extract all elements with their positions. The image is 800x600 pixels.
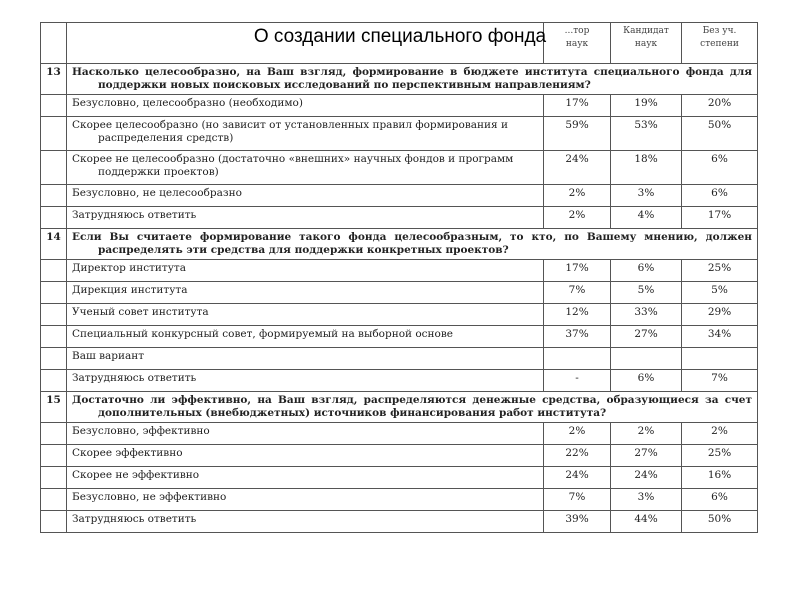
answer-value-1: 24% xyxy=(611,467,682,489)
answer-blank-num xyxy=(41,282,67,304)
answer-value-2: 6% xyxy=(682,151,758,185)
question-number: 15 xyxy=(41,392,67,423)
answer-value-1: 19% xyxy=(611,95,682,117)
answer-label-text: Безусловно, не эффективно xyxy=(72,491,227,503)
answer-value-2: 25% xyxy=(682,260,758,282)
answer-label-text: Директор института xyxy=(72,262,186,274)
answer-blank-num xyxy=(41,185,67,207)
question-row xyxy=(41,392,758,423)
question-text-content: Достаточно ли эффективно, на Ваш взгляд, распределяются денежные средства, образующиеся за счет дополнительных (внебюджетных) источников финансирования работ института? xyxy=(72,394,752,419)
header-blank-num xyxy=(41,23,67,64)
answer-label xyxy=(67,304,544,326)
answer-blank-num xyxy=(41,260,67,282)
answer-label xyxy=(67,185,544,207)
answer-label xyxy=(67,326,544,348)
answer-value-1: 3% xyxy=(611,185,682,207)
answer-value-1: 27% xyxy=(611,326,682,348)
question-text xyxy=(67,229,758,260)
answer-value-2: 17% xyxy=(682,207,758,229)
survey-table xyxy=(40,22,758,533)
answer-label-text: Затрудняюсь ответить xyxy=(72,372,197,384)
answer-label xyxy=(67,489,544,511)
column-header-0: ...тор наук xyxy=(544,23,611,64)
answer-value-1: 4% xyxy=(611,207,682,229)
answer-row xyxy=(41,326,758,348)
answer-value-1: 33% xyxy=(611,304,682,326)
answer-value-2: 50% xyxy=(682,117,758,151)
answer-blank-num xyxy=(41,445,67,467)
answer-row xyxy=(41,260,758,282)
column-header-2: Без уч. степени xyxy=(682,23,758,64)
answer-value-1: 6% xyxy=(611,370,682,392)
answer-value-2: 50% xyxy=(682,511,758,533)
question-text-content: Если Вы считаете формирование такого фонда целесообразным, то кто, по Вашему мнению, должен распределять эти средства для поддержки конкретных проектов? xyxy=(72,231,752,256)
answer-value-0: 7% xyxy=(544,282,611,304)
answer-value-1: 6% xyxy=(611,260,682,282)
answer-blank-num xyxy=(41,467,67,489)
answer-row xyxy=(41,445,758,467)
answer-blank-num xyxy=(41,511,67,533)
answer-row xyxy=(41,207,758,229)
answer-row xyxy=(41,304,758,326)
answer-value-0: 37% xyxy=(544,326,611,348)
answer-value-0: 2% xyxy=(544,207,611,229)
answer-blank-num xyxy=(41,489,67,511)
answer-value-0: 7% xyxy=(544,489,611,511)
answer-row xyxy=(41,185,758,207)
answer-label xyxy=(67,207,544,229)
question-text xyxy=(67,392,758,423)
answer-value-2: 16% xyxy=(682,467,758,489)
answer-value-2: 7% xyxy=(682,370,758,392)
answer-blank-num xyxy=(41,207,67,229)
answer-label-text: Безусловно, целесообразно (необходимо) xyxy=(72,97,303,109)
answer-label xyxy=(67,348,544,370)
answer-value-2: 25% xyxy=(682,445,758,467)
answer-label-text: Скорее целесообразно (но зависит от установленных правил формирования и распределения средств) xyxy=(72,119,508,144)
answer-row xyxy=(41,423,758,445)
answer-blank-num xyxy=(41,423,67,445)
column-header-1: Кандидат наук xyxy=(611,23,682,64)
answer-value-2: 29% xyxy=(682,304,758,326)
answer-blank-num xyxy=(41,348,67,370)
answer-value-2: 2% xyxy=(682,423,758,445)
question-number: 14 xyxy=(41,229,67,260)
answer-label xyxy=(67,117,544,151)
answer-row xyxy=(41,370,758,392)
answer-value-1: 3% xyxy=(611,489,682,511)
question-row xyxy=(41,229,758,260)
answer-label xyxy=(67,511,544,533)
answer-row xyxy=(41,151,758,185)
answer-label-text: Специальный конкурсный совет, формируемый на выборной основе xyxy=(72,328,453,340)
answer-value-1: 5% xyxy=(611,282,682,304)
answer-label-text: Ученый совет института xyxy=(72,306,209,318)
answer-value-2: 6% xyxy=(682,489,758,511)
answer-value-2: 5% xyxy=(682,282,758,304)
answer-row xyxy=(41,348,758,370)
answer-value-2: 20% xyxy=(682,95,758,117)
answer-value-0: - xyxy=(544,370,611,392)
question-row xyxy=(41,64,758,95)
answer-label-text: Затрудняюсь ответить xyxy=(72,513,197,525)
answer-value-1: 18% xyxy=(611,151,682,185)
answer-value-1: 44% xyxy=(611,511,682,533)
answer-value-1: 53% xyxy=(611,117,682,151)
answer-value-0: 39% xyxy=(544,511,611,533)
answer-label-text: Скорее эффективно xyxy=(72,447,183,459)
answer-blank-num xyxy=(41,304,67,326)
answer-value-0 xyxy=(544,348,611,370)
answer-value-0: 2% xyxy=(544,423,611,445)
answer-label xyxy=(67,151,544,185)
answer-blank-num xyxy=(41,95,67,117)
slide-title: О создании специального фонда xyxy=(253,26,547,47)
answer-blank-num xyxy=(41,326,67,348)
answer-value-0: 22% xyxy=(544,445,611,467)
answer-label-text: Затрудняюсь ответить xyxy=(72,209,197,221)
question-number: 13 xyxy=(41,64,67,95)
answer-value-0: 17% xyxy=(544,260,611,282)
answer-row xyxy=(41,282,758,304)
answer-row xyxy=(41,95,758,117)
answer-value-0: 59% xyxy=(544,117,611,151)
answer-value-2: 6% xyxy=(682,185,758,207)
answer-row xyxy=(41,117,758,151)
answer-value-1 xyxy=(611,348,682,370)
answer-label-text: Ваш вариант xyxy=(72,350,145,362)
answer-label-text: Скорее не эффективно xyxy=(72,469,200,481)
answer-value-0: 12% xyxy=(544,304,611,326)
answer-label xyxy=(67,260,544,282)
answer-label-text: Безусловно, эффективно xyxy=(72,425,210,437)
answer-label-text: Безусловно, не целесообразно xyxy=(72,187,242,199)
question-text-content: Насколько целесообразно, на Ваш взгляд, формирование в бюджете института специального фонда для поддержки новых поисковых исследований по перспективным направлениям? xyxy=(72,66,752,91)
answer-label xyxy=(67,445,544,467)
answer-label-text: Дирекция института xyxy=(72,284,188,296)
answer-value-0: 2% xyxy=(544,185,611,207)
answer-value-1: 27% xyxy=(611,445,682,467)
answer-label xyxy=(67,423,544,445)
question-text xyxy=(67,64,758,95)
answer-row xyxy=(41,511,758,533)
answer-label xyxy=(67,370,544,392)
answer-blank-num xyxy=(41,151,67,185)
answer-blank-num xyxy=(41,370,67,392)
answer-row xyxy=(41,467,758,489)
answer-value-0: 24% xyxy=(544,151,611,185)
answer-value-2 xyxy=(682,348,758,370)
answer-blank-num xyxy=(41,117,67,151)
answer-label-text: Скорее не целесообразно (достаточно «внешних» научных фондов и программ поддержки проектов) xyxy=(72,153,514,178)
answer-value-0: 17% xyxy=(544,95,611,117)
answer-row xyxy=(41,489,758,511)
answer-value-2: 34% xyxy=(682,326,758,348)
answer-label xyxy=(67,467,544,489)
answer-value-0: 24% xyxy=(544,467,611,489)
answer-value-1: 2% xyxy=(611,423,682,445)
answer-label xyxy=(67,282,544,304)
answer-label xyxy=(67,95,544,117)
